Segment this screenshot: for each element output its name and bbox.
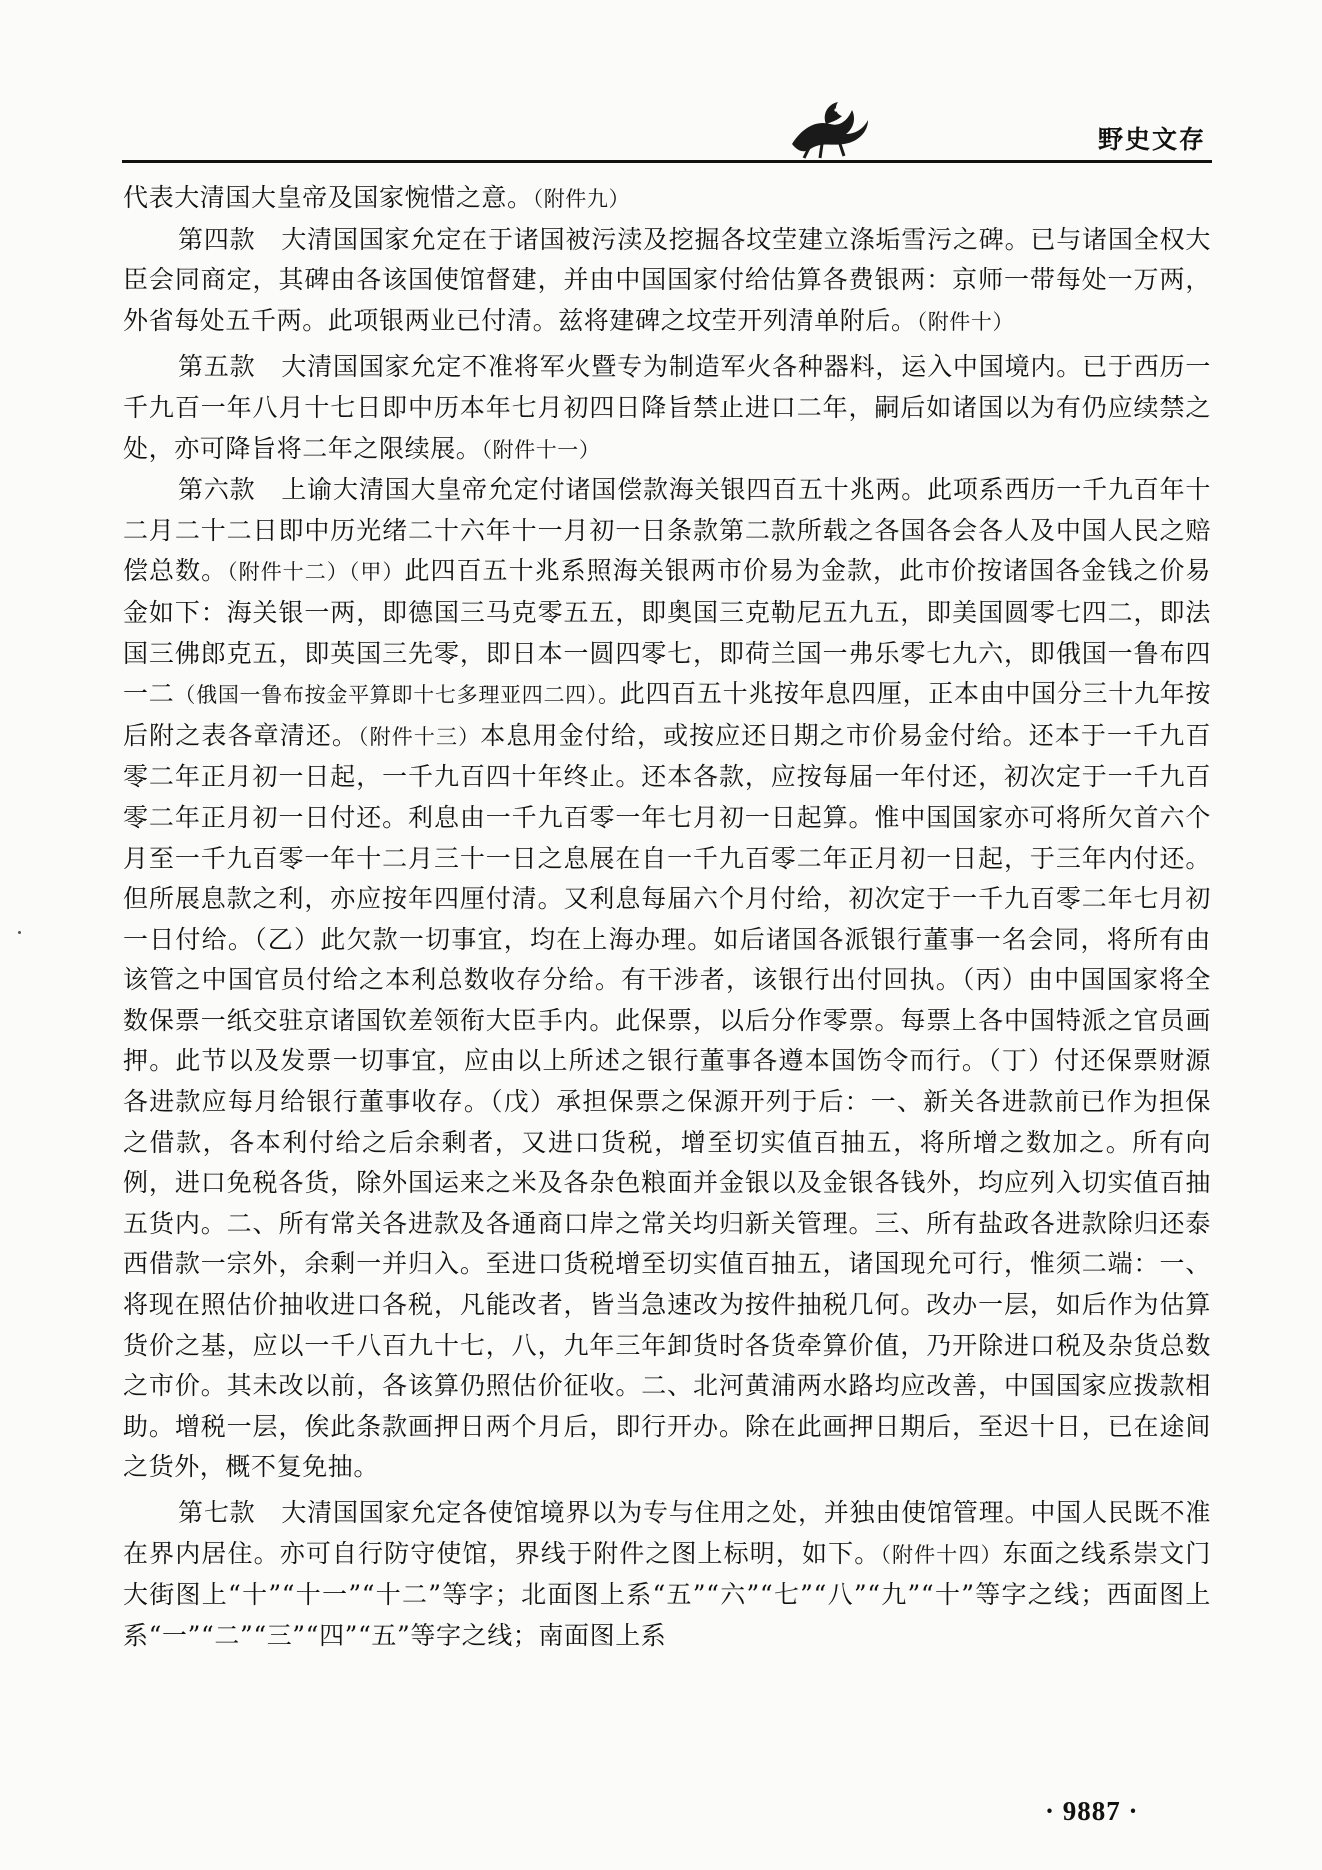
- paragraph-text: 大清国国家允定不准将军火暨专为制造军火各种器料，运入中国境内。已于西历一千九百一年八月十七日即中历本年七月初四日降旨禁止进口二年，嗣后如诸国以为有仍应续禁之处，亦可降旨将二年之限续展。: [123, 352, 1211, 463]
- header-rule: [122, 160, 1212, 163]
- paragraph-continuation: [123, 178, 1211, 220]
- attachment-note: （附件十四）: [880, 1542, 1003, 1567]
- paragraph-text: 本息用金付给，或按应还日期之市价易金付给。还本于一千九百零二年正月初一日起，一千九百四十年终止。还本各款，应按每届一年付还，初次定于一千九百零二年正月初一日付还。利息由一千九百零一年七月初一日起算。惟中国国家亦可将所欠首六个月至一千九百零一年十二月三十一日之息展在自一千九百零二年正月初一日起，于三年内付还。但所展息款之利，亦应按年四厘付清。又利息每届六个月付给，初次定于一千九百零二年七月初一日付给。（乙）此欠款一切事宜，均在上海办理。如后诸国各派银行董事一名会同，将所有由该管之中国官员付给之本利总数收存分给。有干涉者，该银行出付回执。（丙）由中国国家将全数保票一纸交驻京诸国钦差领衔大臣手内。此保票，以后分作零票。每票上各中国特派之官员画押。此节以及发票一切事宜，应由以上所述之银行董事各遵本国饬令而行。（丁）付还保票财源各进款应每月给银行董事收存。（戊）承担保票之保源开列于后：一、新关各进款前已作为担保之借款，各本利付给之后余剩者，又进口货税，增至切实值百抽五，将所增之数加之。所有向例，进口免税各货，除外国运来之米及各杂色粮面并金银以及金银各钱外，均应列入切实值百抽五货内。二、所有常关各进款及各通商口岸之常关均归新关管理。三、所有盐政各进款除归还泰西借款一宗外，余剩一并归入。至进口货税增至切实值百抽五，诸国现允可行，惟须二端：一、将现在照估价抽收进口各税，凡能改者，皆当急速改为按件抽税几何。改办一层，如后作为估算货价之基，应以一千八百九十七，八，九年三年卸货时各货牵算价值，乃开除进口税及杂货总数之市价。其未改以前，各该算仍照估价征收。二、北河黄浦两水路均应改善，中国国家应拨款相助。增税一层，俟此条款画押日两个月后，即行开办。除在此画押日期后，至迟十日，已在途间之货外，概不复免抽。: [123, 720, 1211, 1482]
- article-label: 第四款: [178, 224, 256, 254]
- page-header: [122, 98, 1212, 170]
- article-4: [123, 220, 1211, 343]
- inline-note: （俄国一鲁布按金平算即十七多理亚四二四）。: [174, 683, 620, 708]
- article-7: [123, 1493, 1211, 1656]
- paragraph-text: 大清国国家允定在于诸国被污渎及挖掘各坟茔建立涤垢雪污之碑。已与诸国全权大臣会同商定，其碑由各该国使馆督建，并由中国国家付给估算各费银两：京师一带每处一万两，外省每处五千两。此项银两业已付清。兹将建碑之坟茔开列清单附后。: [123, 224, 1211, 335]
- paragraph-text: 此四百五十兆按年息四厘，正本由中国分三十九年按后附之表各章清还。: [123, 679, 1211, 750]
- article-6: [123, 470, 1211, 1488]
- document-body: [123, 178, 1211, 1656]
- paragraph-text: 东面之线系崇文门大街图上“十”“十一”“十二”等字；北面图上系“五”“六”“七”“八”“九”“十”等字之线；西面图上系“一”“二”“三”“四”“五”等字之线；南面图上系: [123, 1538, 1211, 1650]
- paragraph-text: 代表大清国大皇帝及国家惋惜之意。: [123, 183, 533, 212]
- attachment-note: （附件十）: [916, 309, 1015, 334]
- attachment-note: （附件十二）（甲）: [227, 560, 405, 585]
- paragraph-text: 此四百五十兆系照海关银两市价易为金款，此市价按诸国各金钱之价易金如下：海关银一两，即德国三马克零五五，即奥国三克勒尼五九五，即美国圆零七四二，即法国三佛郎克五，即英国三先零，即日本一圆四零七，即荷兰国一弗乐零七九六，即俄国一鲁布四一二: [123, 556, 1212, 709]
- attachment-note: （附件十一）: [481, 437, 601, 462]
- attachment-note: （附件十三）: [358, 724, 481, 749]
- article-label: 第五款: [178, 352, 256, 382]
- article-5: [123, 347, 1211, 470]
- paragraph-text: 大清国国家允定各使馆境界以为专与住用之处，并独由使馆管理。中国人民既不准在界内居住。亦可自行防守使馆，界线于附件之图上标明，如下。: [123, 1498, 1211, 1568]
- paragraph-text: 上谕大清国大皇帝允定付诸国偿款海关银四百五十兆两。此项系西历一千九百年十二月二十二日即中历光绪二十六年十一月初一日条款第二款所载之各国各会各人及中国人民之赔偿总数。: [123, 475, 1211, 586]
- scan-speck: [18, 931, 21, 934]
- series-title: 野史文存: [1097, 125, 1206, 154]
- article-label: 第七款: [178, 1498, 256, 1527]
- page-number: · 9887 ·: [1045, 1796, 1139, 1826]
- article-label: 第六款: [178, 475, 256, 505]
- attachment-note: （附件九）: [532, 187, 631, 211]
- dragon-emblem-icon: [782, 98, 872, 162]
